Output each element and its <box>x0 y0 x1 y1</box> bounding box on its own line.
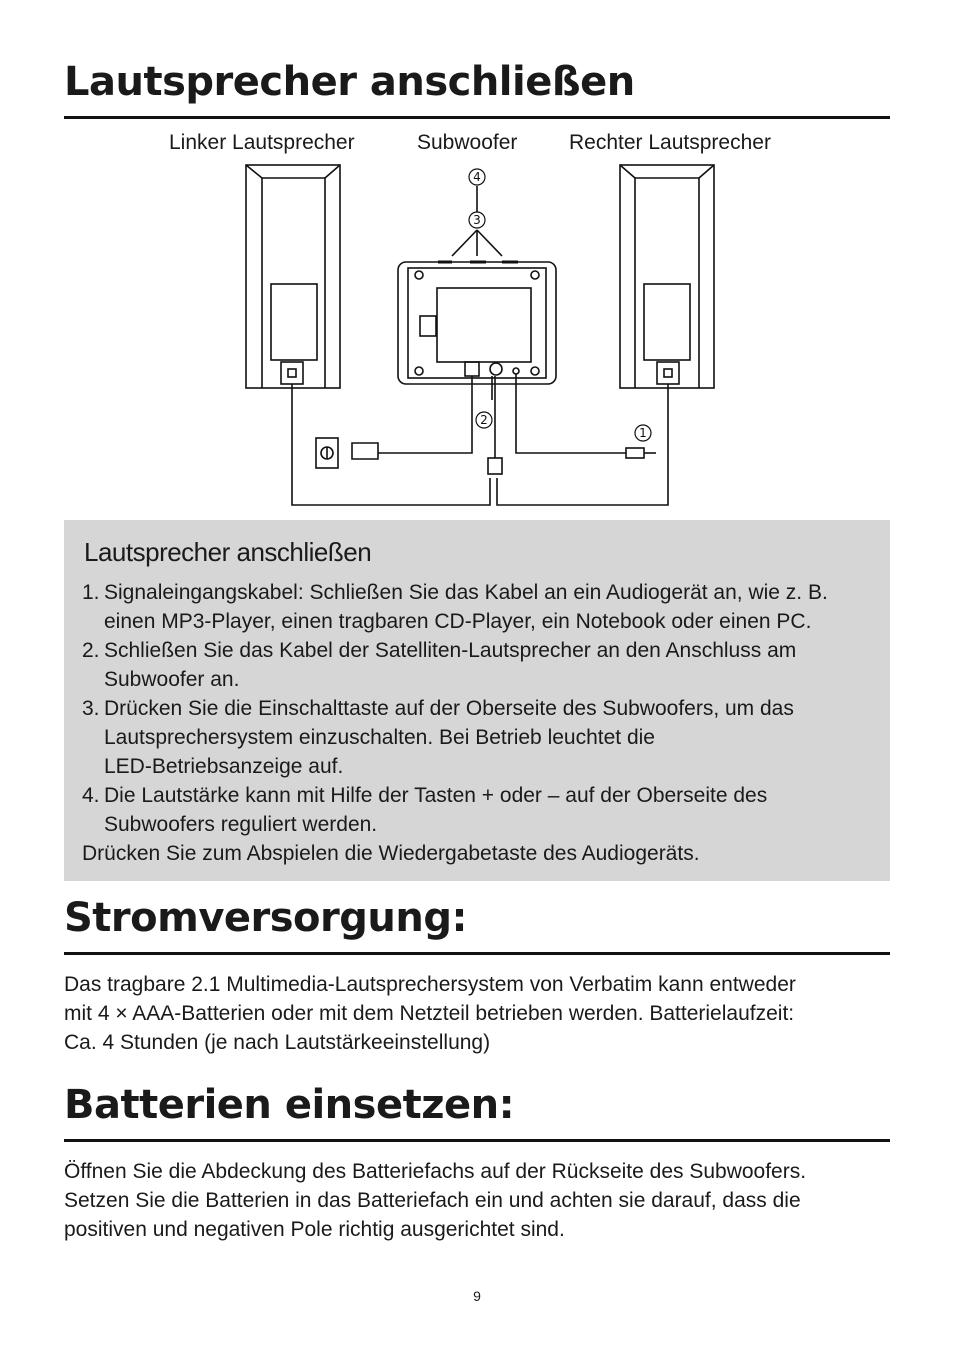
left-speaker-label: Linker Lautsprecher <box>169 131 355 154</box>
heading-rule <box>64 952 890 955</box>
page-heading-power: Stromversorgung: <box>64 895 467 941</box>
step-line: Subwoofers reguliert werden. <box>104 813 378 836</box>
left-speaker <box>246 165 340 388</box>
battery-paragraph <box>64 1157 894 1244</box>
callout-3 <box>469 212 485 228</box>
paragraph-line: Ca. 4 Stunden (je nach Lautstärkeeinstellung) <box>64 1031 491 1054</box>
page-heading-batteries: Batterien einsetzen: <box>64 1082 515 1128</box>
step-number: 1. <box>82 581 100 604</box>
power-cable <box>316 376 472 468</box>
connection-diagram <box>0 155 954 515</box>
right-speaker-label: Rechter Lautsprecher <box>569 131 771 154</box>
instruction-step <box>82 781 882 839</box>
callout-1 <box>635 425 651 441</box>
instructions-list <box>82 578 882 839</box>
step-line: Lautsprechersystem einzuschalten. Bei Betrieb leuchtet die <box>104 726 655 749</box>
step-line: Schließen Sie das Kabel der Satelliten-Lautsprecher an den Anschluss am <box>104 639 797 662</box>
callout-4-text: 4 <box>473 170 481 184</box>
step-line: Signaleingangskabel: Schließen Sie das Kabel an ein Audiogerät an, wie z. B. <box>104 581 828 604</box>
power-paragraph <box>64 970 894 1057</box>
paragraph-line: Das tragbare 2.1 Multimedia-Lautsprechersystem von Verbatim kann entweder <box>64 973 796 996</box>
instruction-step <box>82 636 882 694</box>
step-line: einen MP3-Player, einen tragbaren CD-Player, ein Notebook oder einen PC. <box>104 610 812 633</box>
instruction-step <box>82 694 882 781</box>
callout-1-text: 1 <box>639 426 647 440</box>
paragraph-line: positiven und negativen Pole richtig ausgerichtet sind. <box>64 1218 565 1241</box>
heading-rule <box>64 1139 890 1142</box>
callout-2-text: 2 <box>480 413 488 427</box>
subwoofer-unit <box>398 262 556 384</box>
callout-4 <box>469 169 485 185</box>
page-heading-connect: Lautsprecher anschließen <box>64 59 635 105</box>
paragraph-line: mit 4 × AAA-Batterien oder mit dem Netzteil betrieben werden. Batterielaufzeit: <box>64 1002 795 1025</box>
step-number: 2. <box>82 639 100 662</box>
page-number: 9 <box>473 1288 481 1304</box>
subwoofer-label: Subwoofer <box>417 131 518 154</box>
instruction-step <box>82 578 882 636</box>
step-number: 4. <box>82 784 100 807</box>
instructions-title: Lautsprecher anschließen <box>84 537 372 567</box>
speaker-cables <box>292 376 668 505</box>
step-number: 3. <box>82 697 100 720</box>
instructions-box <box>64 520 890 881</box>
heading-rule <box>64 116 890 119</box>
step-line: Die Lautstärke kann mit Hilfe der Tasten + oder – auf der Oberseite des <box>104 784 768 807</box>
step-line: LED-Betriebsanzeige auf. <box>104 755 344 778</box>
callout-2 <box>476 412 492 428</box>
playback-note: Drücken Sie zum Abspielen die Wiedergabetaste des Audiogeräts. <box>82 842 700 865</box>
right-speaker <box>620 165 714 388</box>
step-line: Drücken Sie die Einschalttaste auf der Oberseite des Subwoofers, um das <box>104 697 794 720</box>
paragraph-line: Setzen Sie die Batterien in das Batteriefach ein und achten sie darauf, dass die <box>64 1189 801 1212</box>
paragraph-line: Öffnen Sie die Abdeckung des Batteriefachs auf der Rückseite des Subwoofers. <box>64 1160 807 1183</box>
callout-3-text: 3 <box>473 213 481 227</box>
step-line: Subwoofer an. <box>104 668 240 691</box>
